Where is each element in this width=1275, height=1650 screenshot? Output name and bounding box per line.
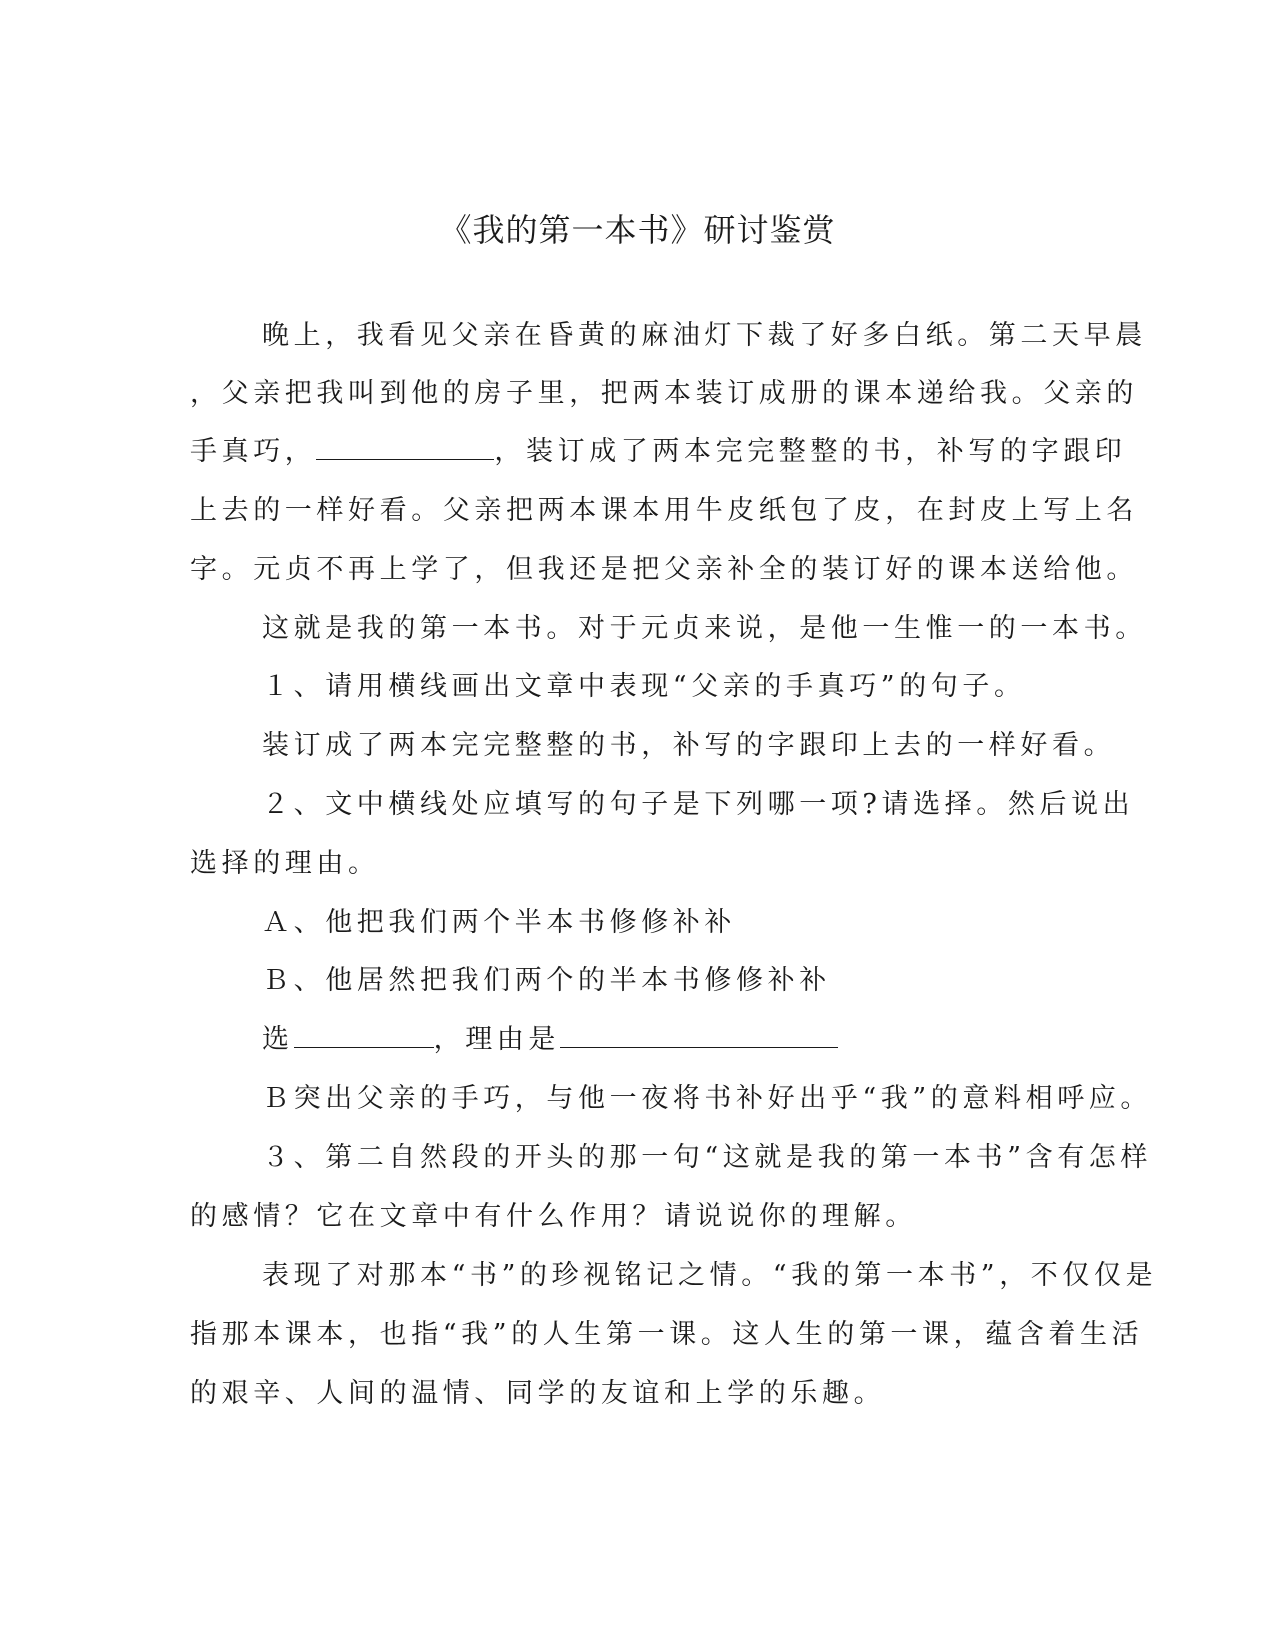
- answer-3-line-3: 的艰辛、人间的温情、同学的友谊和上学的乐趣。: [190, 1378, 886, 1409]
- question-2-line-1: ２、文中横线处应填写的句子是下列哪一项?请选择。然后说出: [262, 789, 1135, 820]
- paragraph-1-line-3: [190, 432, 1126, 472]
- answer-2: Ｂ突出父亲的手巧，与他一夜将书补好出乎“我”的意料相呼应。: [262, 1083, 1153, 1114]
- choice-fill-line: [262, 1020, 838, 1060]
- paragraph-1-line-4: 上去的一样好看。父亲把两本课本用牛皮纸包了皮，在封皮上写上名: [190, 495, 1138, 526]
- answer-3-line-2: 指那本课本，也指“我”的人生第一课。这人生的第一课，蕴含着生活: [190, 1319, 1144, 1350]
- question-3-line-2: 的感情？它在文章中有什么作用？请说说你的理解。: [190, 1201, 917, 1232]
- reason-label: ，理由是: [433, 1024, 561, 1055]
- option-a: Ａ、他把我们两个半本书修修补补: [262, 907, 736, 938]
- option-b: Ｂ、他居然把我们两个的半本书修修补补: [262, 965, 831, 996]
- paragraph-1-line-2: ，父亲把我叫到他的房子里，把两本装订成册的课本递给我。父亲的: [190, 378, 1138, 409]
- paragraph-1-line-5: 字。元贞不再上学了，但我还是把父亲补全的装订好的课本送给他。: [190, 554, 1138, 585]
- paragraph-1-line-1: 晚上，我看见父亲在昏黄的麻油灯下裁了好多白纸。第二天早晨: [262, 320, 1147, 351]
- fill-in-blank: [316, 433, 494, 460]
- question-2-line-2: 选择的理由。: [190, 848, 380, 879]
- answer-3-line-1: 表现了对那本“书”的珍视铭记之情。“我的第一本书”，不仅仅是: [262, 1260, 1158, 1291]
- choice-blank: [294, 1021, 434, 1048]
- question-1: １、请用横线画出文章中表现“父亲的手真巧”的句子。: [262, 671, 1026, 702]
- reason-blank: [560, 1021, 838, 1048]
- paragraph-1-line-3-start: 手真巧，: [190, 436, 317, 467]
- document-title: 《我的第一本书》研讨鉴赏: [439, 211, 836, 249]
- question-3-line-1: ３、第二自然段的开头的那一句“这就是我的第一本书”含有怎样: [262, 1142, 1153, 1173]
- answer-1: 装订成了两本完完整整的书，补写的字跟印上去的一样好看。: [262, 730, 1116, 761]
- choice-label: 选: [262, 1024, 294, 1055]
- paragraph-1-line-3-end: ，装订成了两本完完整整的书，补写的字跟印: [494, 436, 1127, 467]
- paragraph-2: 这就是我的第一本书。对于元贞来说，是他一生惟一的一本书。: [262, 613, 1147, 644]
